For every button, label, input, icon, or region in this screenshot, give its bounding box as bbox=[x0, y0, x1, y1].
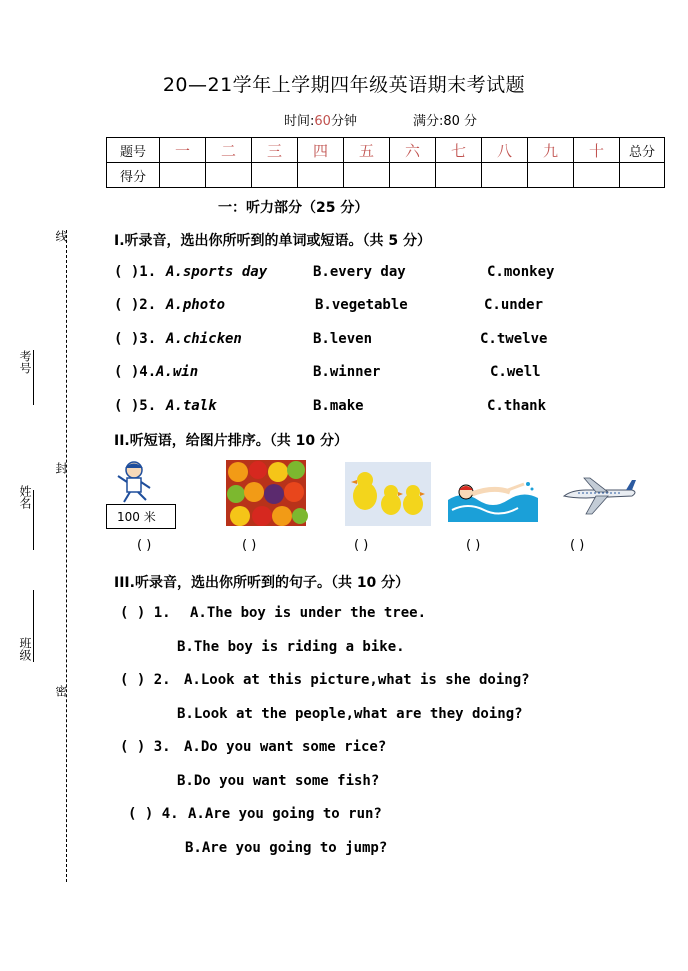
score-input-cell[interactable] bbox=[252, 163, 298, 188]
score-input-cell[interactable] bbox=[436, 163, 482, 188]
table-cell: 总分 bbox=[620, 138, 665, 163]
s1-q4-number[interactable]: ( )4. bbox=[114, 364, 157, 380]
picture3-answer-blank[interactable]: ( ) bbox=[354, 538, 369, 553]
s1-q3-number[interactable]: ( )3. bbox=[114, 331, 157, 347]
s1-q2-option-a: A.photo bbox=[166, 297, 226, 313]
swimmer-picture bbox=[448, 470, 538, 522]
s3-q4-option-b: B.Are you going to jump? bbox=[185, 840, 388, 856]
s1-q1-option-a: A.sports day bbox=[166, 264, 268, 280]
s1-q4-option-a: A.win bbox=[156, 364, 199, 380]
score-table bbox=[106, 137, 665, 188]
table-cell: 二 bbox=[206, 138, 252, 163]
hundred-meter-box: 100 米 bbox=[106, 504, 176, 529]
kaohao-line bbox=[33, 350, 34, 405]
s1-q5-option-a: A.talk bbox=[166, 398, 217, 414]
score-table-score-row bbox=[107, 163, 665, 188]
airplane-picture bbox=[562, 476, 638, 516]
score-input-cell[interactable] bbox=[206, 163, 252, 188]
score-input-cell[interactable] bbox=[620, 163, 665, 188]
picture4-answer-blank[interactable]: ( ) bbox=[466, 538, 481, 553]
s1-q4-option-b: B.winner bbox=[313, 364, 381, 380]
s1-q3-option-a: A.chicken bbox=[166, 331, 242, 347]
s3-q3-number[interactable]: ( ) 3. bbox=[120, 739, 171, 755]
picture1-answer-blank[interactable]: ( ) bbox=[137, 538, 152, 553]
margin-kaohao: 考号 bbox=[18, 350, 32, 374]
time-value: 60 bbox=[314, 114, 331, 129]
s3-q1-number[interactable]: ( ) 1. bbox=[120, 605, 171, 621]
margin-xian: 线 bbox=[54, 230, 68, 242]
margin-banji: 班级 bbox=[18, 637, 32, 661]
chicks-picture bbox=[345, 462, 431, 526]
s1-q3-option-b: B.leven bbox=[313, 331, 373, 347]
section2-heading: II.听短语，给图片排序。（共 10 分） bbox=[114, 433, 348, 449]
picture2-answer-blank[interactable]: ( ) bbox=[242, 538, 257, 553]
binding-dashed-line bbox=[66, 230, 67, 882]
s1-q2-option-b: B.vegetable bbox=[315, 297, 408, 313]
s3-q3-option-b: B.Do you want some fish? bbox=[177, 773, 380, 789]
s3-q4-number[interactable]: ( ) 4. bbox=[128, 806, 179, 822]
table-cell: 四 bbox=[298, 138, 344, 163]
exam-title: 20—21学年上学期四年级英语期末考试题 bbox=[162, 74, 526, 96]
time-unit: 分钟 bbox=[330, 114, 357, 129]
s1-q5-number[interactable]: ( )5. bbox=[114, 398, 157, 414]
s3-q3-option-a: A.Do you want some rice? bbox=[184, 739, 387, 755]
s3-q2-option-b: B.Look at the people,what are they doing? bbox=[177, 706, 523, 722]
xingming-line bbox=[33, 490, 34, 550]
time-info bbox=[284, 110, 357, 129]
s3-q4-option-a: A.Are you going to run? bbox=[188, 806, 382, 822]
s1-q5-option-c: C.thank bbox=[487, 398, 547, 414]
table-cell: 八 bbox=[482, 138, 528, 163]
full-score: 满分:80 分 bbox=[413, 114, 478, 129]
s3-q2-option-a: A.Look at this picture,what is she doing? bbox=[184, 672, 530, 688]
table-cell: 得分 bbox=[107, 163, 160, 188]
score-table-header-row bbox=[107, 138, 665, 163]
table-cell: 一 bbox=[160, 138, 206, 163]
s1-q5-option-b: B.make bbox=[313, 398, 364, 414]
margin-xingming: 姓名 bbox=[18, 485, 32, 509]
runner-picture bbox=[114, 460, 154, 504]
score-input-cell[interactable] bbox=[298, 163, 344, 188]
table-cell: 七 bbox=[436, 138, 482, 163]
fruits-picture bbox=[226, 460, 306, 526]
s1-q1-number[interactable]: ( )1. bbox=[114, 264, 157, 280]
s1-q1-option-b: B.every day bbox=[313, 264, 406, 280]
score-input-cell[interactable] bbox=[528, 163, 574, 188]
table-cell: 六 bbox=[390, 138, 436, 163]
s3-q1-option-a: A.The boy is under the tree. bbox=[190, 605, 427, 621]
table-cell: 九 bbox=[528, 138, 574, 163]
table-cell: 五 bbox=[344, 138, 390, 163]
margin-feng: 封 bbox=[54, 462, 68, 474]
score-input-cell[interactable] bbox=[344, 163, 390, 188]
section1-heading: I.听录音，选出你所听到的单词或短语。（共 5 分） bbox=[114, 233, 432, 249]
s3-q2-number[interactable]: ( ) 2. bbox=[120, 672, 171, 688]
table-cell: 三 bbox=[252, 138, 298, 163]
section3-heading: III.听录音，选出你所听到的句子。（共 10 分） bbox=[114, 575, 410, 591]
s3-q1-option-b: B.The boy is riding a bike. bbox=[177, 639, 405, 655]
score-input-cell[interactable] bbox=[482, 163, 528, 188]
s1-q2-number[interactable]: ( )2. bbox=[114, 297, 157, 313]
banji-line bbox=[33, 590, 34, 662]
s1-q4-option-c: C.well bbox=[490, 364, 541, 380]
s1-q3-option-c: C.twelve bbox=[480, 331, 548, 347]
score-input-cell[interactable] bbox=[390, 163, 436, 188]
score-input-cell[interactable] bbox=[574, 163, 620, 188]
table-cell: 十 bbox=[574, 138, 620, 163]
picture5-answer-blank[interactable]: ( ) bbox=[570, 538, 585, 553]
table-cell: 题号 bbox=[107, 138, 160, 163]
score-input-cell[interactable] bbox=[160, 163, 206, 188]
part-title: 一：听力部分（25 分） bbox=[218, 200, 369, 216]
s1-q2-option-c: C.under bbox=[484, 297, 544, 313]
s1-q1-option-c: C.monkey bbox=[487, 264, 555, 280]
margin-mi: 密 bbox=[54, 685, 68, 697]
time-label: 时间: bbox=[284, 114, 315, 129]
